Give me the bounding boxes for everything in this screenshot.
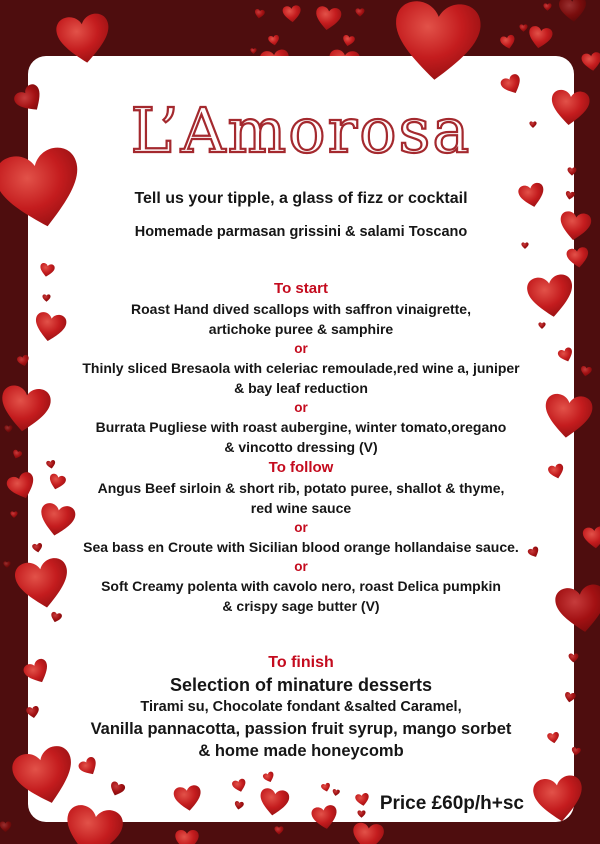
heart-icon	[312, 4, 343, 33]
heart-icon	[267, 34, 281, 47]
heart-icon	[519, 24, 528, 32]
menu-item-line: Soft Creamy polenta with cavolo nero, roast Delica pumpkin	[101, 577, 501, 594]
heart-icon	[274, 826, 284, 835]
heart-icon	[4, 425, 13, 433]
price-label: Price £60p/h+sc	[379, 792, 524, 814]
heart-icon	[340, 34, 355, 48]
heart-icon	[250, 48, 257, 54]
section-header-to-start: To start	[274, 279, 328, 297]
menu-item-line: Angus Beef sirloin & short rib, potato puree, shallot & thyme,	[97, 479, 505, 496]
section-header-to-follow: To follow	[268, 458, 334, 476]
heart-icon	[11, 449, 24, 461]
menu-item-line: artichoke puree & samphire	[208, 320, 394, 337]
heart-icon	[0, 821, 12, 833]
heart-icon	[355, 8, 365, 17]
heart-icon	[581, 525, 600, 551]
heart-icon	[525, 24, 555, 52]
restaurant-name: L’Amorosa	[130, 94, 472, 167]
or-separator: or	[294, 399, 308, 415]
menu-item-line: & crispy sage butter (V)	[222, 597, 380, 614]
heart-icon	[253, 8, 266, 20]
heart-icon	[10, 511, 18, 518]
or-separator: or	[294, 340, 308, 356]
menu-item-line: red wine sauce	[250, 499, 352, 516]
desserts-title-line: Selection of minature desserts	[169, 674, 433, 695]
heart-icon	[350, 821, 387, 844]
menu-item-line: & bay leaf reduction	[234, 379, 368, 396]
intro-snacks-line: Homemade parmasan grissini & salami Toscano	[134, 223, 468, 240]
menu-item-line: Burrata Pugliese with roast aubergine, winter tomato,oregano	[95, 418, 507, 435]
menu-item-line: Sea bass en Croute with Sicilian blood orange hollandaise sauce.	[83, 538, 519, 555]
section-header-to-finish: To finish	[268, 653, 334, 671]
or-separator: or	[294, 558, 308, 574]
menu-item-line: Thinly sliced Bresaola with celeriac remoulade,red wine a, juniper	[82, 359, 520, 376]
menu-card	[28, 56, 574, 822]
heart-icon	[281, 4, 303, 24]
heart-icon	[3, 561, 11, 568]
menu-item-line: & vincotto dressing (V)	[224, 438, 378, 455]
heart-icon	[580, 50, 600, 73]
intro-tipple-line: Tell us your tipple, a glass of fizz or cocktail	[134, 189, 468, 207]
desserts-detail-line: Vanilla pannacotta, passion fruit syrup, mango sorbet	[90, 719, 512, 738]
heart-icon	[557, 0, 589, 25]
or-separator: or	[294, 519, 308, 535]
menu-item-line: Roast Hand dived scallops with saffron vinaigrette,	[131, 300, 471, 317]
heart-icon	[579, 365, 593, 378]
heart-icon	[499, 33, 518, 51]
heart-icon	[174, 829, 200, 844]
heart-icon	[543, 3, 552, 11]
desserts-detail-line: & home made honeycomb	[198, 741, 404, 760]
desserts-detail-line: Tirami su, Chocolate fondant &salted Caramel,	[140, 698, 462, 715]
